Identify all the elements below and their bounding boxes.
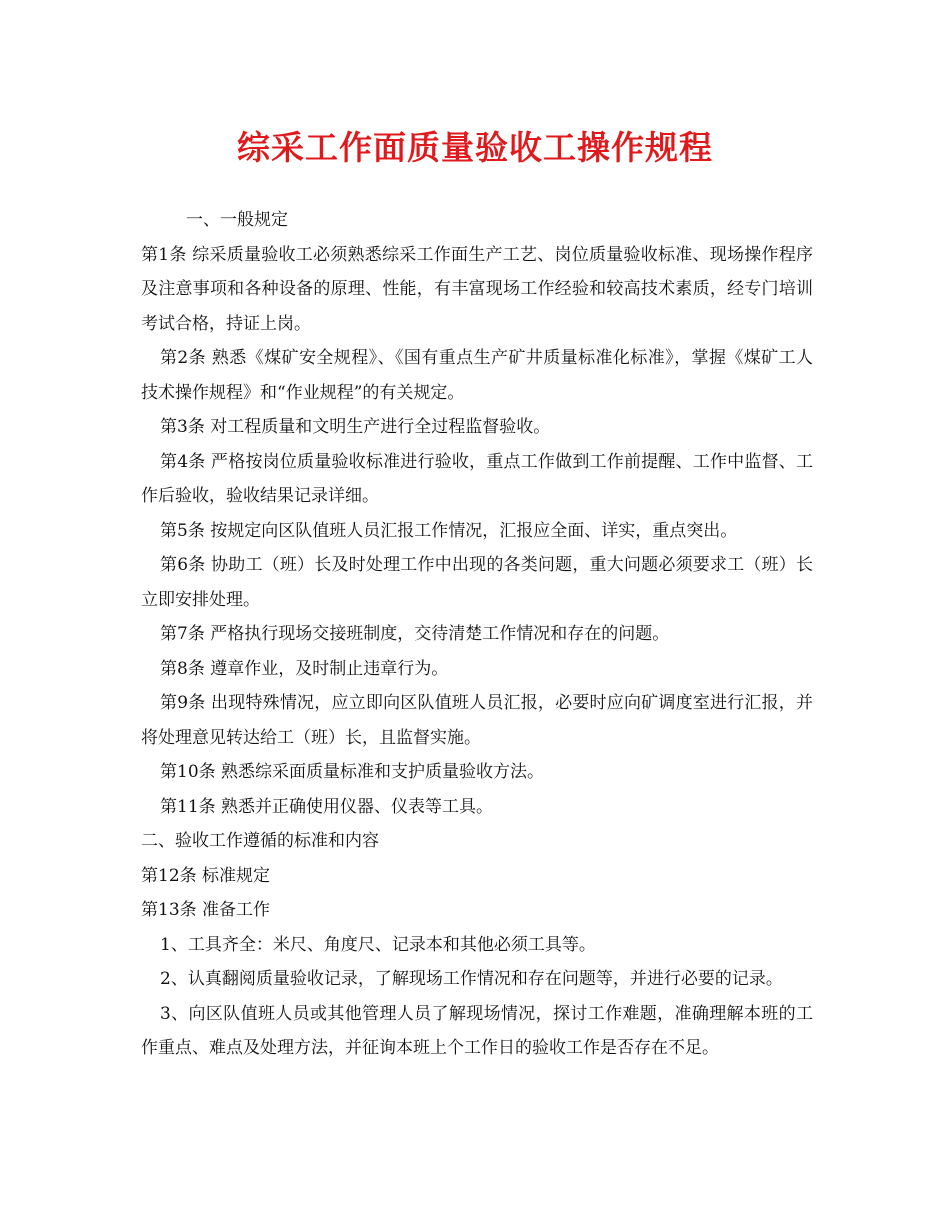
- list-item-3: 3、向区队值班人员或其他管理人员了解现场情况，探讨工作难题，准确理解本班的工作重点、难点及处理方法，并征询本班上个工作日的验收工作是否存在不足。: [141, 1003, 813, 1058]
- article-1: 第1条 综采质量验收工必须熟悉综采工作面生产工艺、岗位质量验收标准、现场操作程序及注意事项和各种设备的原理、性能，有丰富现场工作经验和较高技术素质，经专门培训考试合格，持证上岗。: [141, 244, 813, 334]
- document-body: [141, 203, 813, 1066]
- document-title: 综采工作面质量验收工操作规程: [237, 128, 713, 167]
- article-13: 第13条 准备工作: [141, 900, 271, 920]
- section-heading-general: 一、一般规定: [186, 210, 288, 230]
- article-2: 第2条 熟悉《煤矿安全规程》、《国有重点生产矿井质量标准化标准》，掌握《煤矿工人技术操作规程》和“作业规程”的有关规定。: [141, 348, 813, 403]
- list-item-1: 1、工具齐全：米尺、角度尺、记录本和其他必须工具等。: [160, 934, 596, 955]
- article-8: 第8条 遵章作业，及时制止违章行为。: [160, 658, 449, 679]
- article-6: 第6条 协助工（班）长及时处理工作中出现的各类问题，重大问题必须要求工（班）长立即安排处理。: [141, 555, 813, 610]
- article-5: 第5条 按规定向区队值班人员汇报工作情况，汇报应全面、详实，重点突出。: [160, 520, 738, 541]
- article-11: 第11条 熟悉并正确使用仪器、仪表等工具。: [160, 796, 494, 817]
- section-heading-standards: 二、验收工作遵循的标准和内容: [141, 831, 379, 851]
- article-9: 第9条 出现特殊情况，应立即向区队值班人员汇报，必要时应向矿调度室进行汇报，并将处理意见转达给工（班）长，且监督实施。: [141, 693, 813, 748]
- article-12: 第12条 标准规定: [141, 865, 271, 886]
- article-10: 第10条 熟悉综采面质量标准和支护质量验收方法。: [160, 762, 545, 782]
- list-item-2: 2、认真翻阅质量验收记录，了解现场工作情况和存在问题等，并进行必要的记录。: [160, 969, 783, 989]
- article-4: 第4条 严格按岗位质量验收标准进行验收，重点工作做到工作前提醒、工作中监督、工作后验收，验收结果记录详细。: [141, 451, 813, 506]
- article-7: 第7条 严格执行现场交接班制度，交待清楚工作情况和存在的问题。: [160, 624, 670, 644]
- article-3: 第3条 对工程质量和文明生产进行全过程监督验收。: [160, 417, 551, 437]
